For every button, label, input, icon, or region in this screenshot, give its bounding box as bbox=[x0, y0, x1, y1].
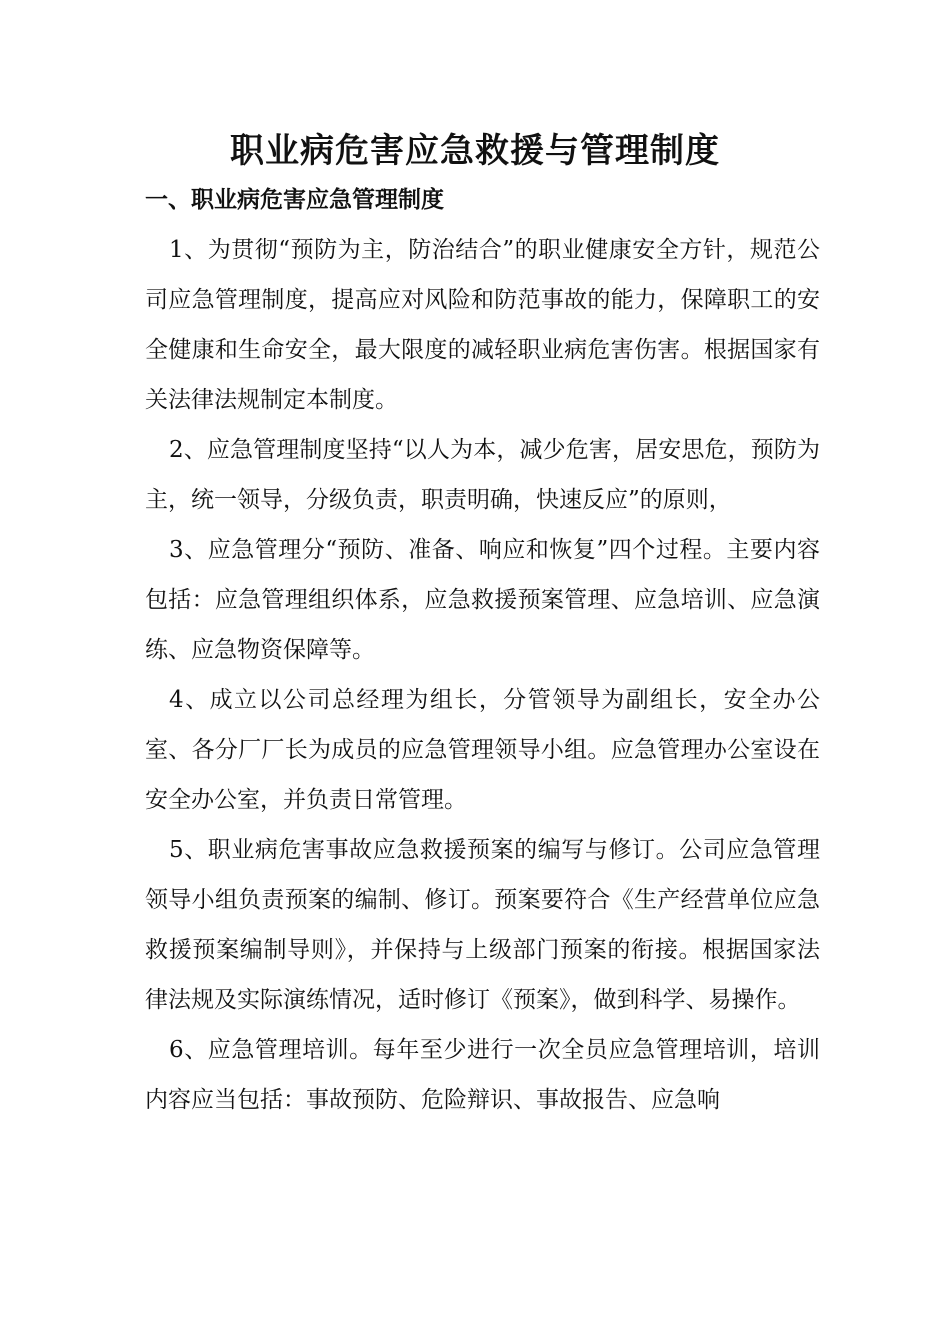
section-heading: 一、职业病危害应急管理制度 bbox=[145, 186, 444, 213]
paragraph-1: 1、为贯彻“预防为主，防治结合”的职业健康安全方针，规范公司应急管理制度，提高应对风险和防范事故的能力，保障职工的安全健康和生命安全，最大限度的减轻职业病危害伤害。根据国家有关法律法规制定本制度。 bbox=[145, 237, 820, 413]
paragraph-4: 4、成立以公司总经理为组长，分管领导为副组长，安全办公室、各分厂厂长为成员的应急管理领导小组。应急管理办公室设在安全办公室，并负责日常管理。 bbox=[145, 687, 820, 813]
document-body bbox=[145, 225, 820, 1125]
paragraph-3: 3、应急管理分“预防、准备、响应和恢复”四个过程。主要内容包括：应急管理组织体系，应急救援预案管理、应急培训、应急演练、应急物资保障等。 bbox=[145, 537, 820, 663]
paragraph-6: 6、应急管理培训。每年至少进行一次全员应急管理培训，培训内容应当包括：事故预防、危险辩识、事故报告、应急响 bbox=[145, 1037, 820, 1113]
paragraph-2: 2、应急管理制度坚持“以人为本，减少危害，居安思危，预防为主，统一领导，分级负责，职责明确，快速反应”的原则， bbox=[145, 437, 820, 513]
paragraph-5: 5、职业病危害事故应急救援预案的编写与修订。公司应急管理领导小组负责预案的编制、修订。预案要符合《生产经营单位应急救援预案编制导则》，并保持与上级部门预案的衔接。根据国家法律法规及实际演练情况，适时修订《预案》，做到科学、易操作。 bbox=[145, 837, 820, 1013]
document-title: 职业病危害应急救援与管理制度 bbox=[230, 131, 720, 171]
